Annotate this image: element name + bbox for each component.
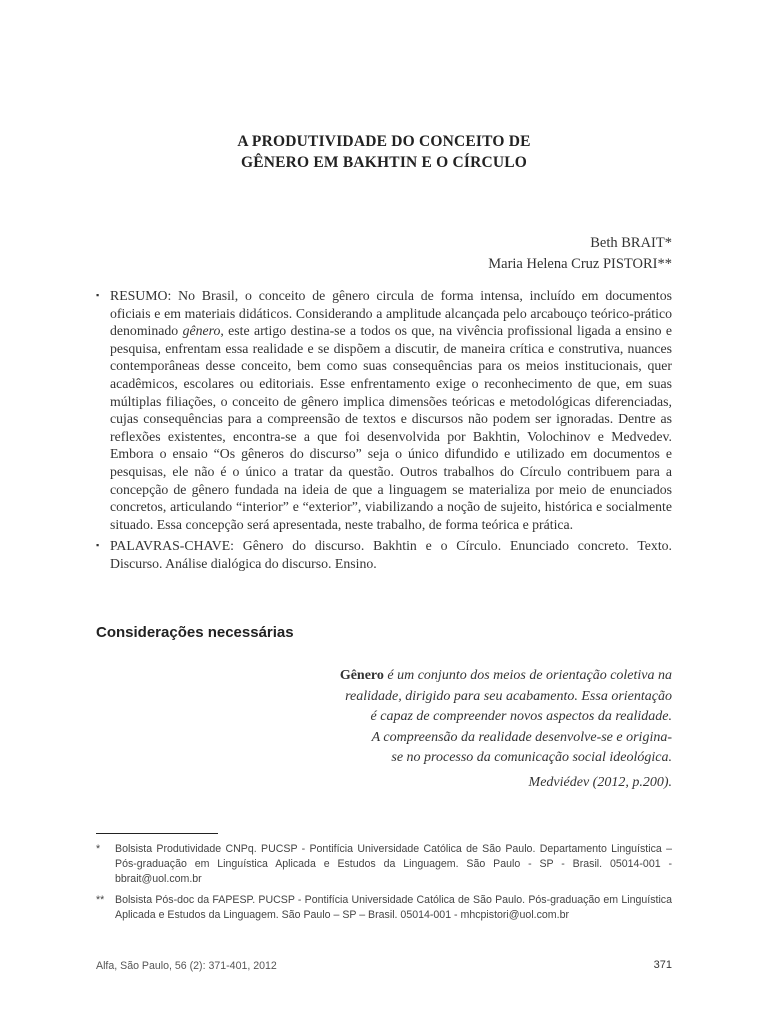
- bullet-icon: ▪: [96, 290, 100, 300]
- abstract-text: RESUMO: No Brasil, o conceito de gênero circula de forma intensa, incluído em documentos oficiais e em materiais didáticos. Considerando a amplitude alcançada pelo arcabouço teórico-prático denominado: [110, 288, 672, 339]
- epigraph-line-1-text: é um conjunto dos meios de orientação coletiva na: [383, 668, 672, 683]
- footnote-text: Bolsista Pós-doc da FAPESP. PUCSP - Pontifícia Universidade Católica de São Paulo. Pós-graduação em Linguística Aplicada e Estudos da Linguagem. São Paulo – SP – Brasil. 05014-001 - mhcpistori@uol.com.br: [115, 893, 672, 921]
- author-1: Beth BRAIT*: [590, 235, 672, 251]
- title-line-1: A PRODUTIVIDADE DO CONCEITO DE: [237, 133, 531, 150]
- epigraph-term: Gênero: [339, 668, 384, 683]
- abstract-block: [96, 287, 672, 573]
- abstract-text-rest: , este artigo destina-se a todos os que, na vivência profissional ligada a ensino e pesquisa, enfrentam essa realidade e se dispõem a discutir, de maneira crítica e construtiva, nuances contemporâneas desse conceito, bem como suas consequências para os meios institucionais, quer acadêmicos, escolares ou editoriais. Esse enfrentamento exige o reconhecimento de que, em suas múltiplas filiações, o conceito de gênero implica dimensões teóricas e metodológicas diferenciadas, cujas consequências para a compreensão de textos e discursos não podem ser ignoradas. Dentre as reflexões existentes, encontra-se a que foi desenvolvida por Bakhtin, Volochinov e Medvedev. Embora o ensaio “Os gêneros do discurso” seja o único difundido e utilizado em documentos e pesquisas, ele não é o único a tratar da questão. Outros trabalhos do Círculo contribuem para a concepção de gênero fundada na ideia de que a linguagem se materializa por meio de enunciados concretos, articulando “interior” e “exterior”, viabilizando a noção de sujeito, histórica e socialmente situado. Essa concepção será apresentada, neste trabalho, de forma teórica e prática.: [110, 323, 673, 532]
- epigraph-line-1: [252, 666, 672, 687]
- footnote-2: [96, 893, 672, 923]
- author-list: [488, 233, 672, 275]
- footnote-text: Bolsista Produtividade CNPq. PUCSP - Pontifícia Universidade Católica de São Paulo. Departamento Linguística – Pós-graduação em Linguística Aplicada e Estudos da Linguagem. São Paulo - SP - Brasil. 05014-001 - bbrait@uol.com.br: [115, 843, 672, 886]
- footnote-1: [96, 842, 672, 888]
- epigraph-line-3: é capaz de compreender novos aspectos da realidade.: [370, 709, 672, 724]
- footnote-divider: [96, 833, 218, 834]
- section-heading: Considerações necessárias: [96, 624, 294, 641]
- epigraph-line-2: realidade, dirigido para seu acabamento. Essa orientação: [345, 688, 672, 704]
- keywords-text: PALAVRAS-CHAVE: Gênero do discurso. Bakhtin e o Círculo. Enunciado concreto. Texto. Discurso. Análise dialógica do discurso. Ensino.: [110, 538, 672, 571]
- abstract-italic-term: gênero: [182, 323, 221, 339]
- epigraph-line-5: se no processo da comunicação social ideológica.: [391, 750, 672, 765]
- author-2: Maria Helena Cruz PISTORI**: [488, 256, 672, 272]
- epigraph-quote: [252, 666, 672, 769]
- article-title: [0, 131, 768, 173]
- keywords-paragraph: [96, 537, 672, 572]
- epigraph-source: Medviédev (2012, p.200).: [528, 775, 672, 790]
- abstract-paragraph: [96, 287, 672, 533]
- page-number: 371: [653, 959, 672, 971]
- footnote-mark: **: [96, 893, 105, 906]
- epigraph-line-4: A compreensão da realidade desenvolve-se e origina-: [371, 729, 672, 745]
- journal-citation: Alfa, São Paulo, 56 (2): 371-401, 2012: [96, 960, 277, 972]
- footnote-mark: *: [96, 843, 101, 855]
- footnotes: [96, 842, 672, 923]
- bullet-icon: ▪: [96, 540, 100, 551]
- title-line-2: GÊNERO EM BAKHTIN E O CÍRCULO: [240, 154, 528, 171]
